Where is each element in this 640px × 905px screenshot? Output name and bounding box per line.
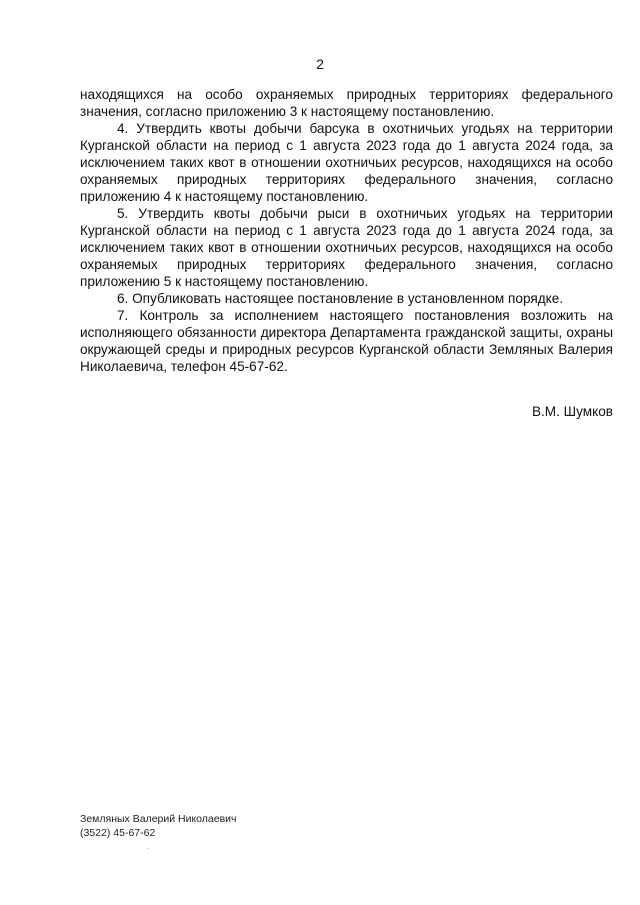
document-body bbox=[80, 86, 613, 375]
paragraph-item-6: 6. Опубликовать настоящее постановление в установленном порядке. bbox=[117, 291, 564, 306]
paragraph-item-5: 5. Утвердить квоты добычи рыси в охотничьих угодьях на территории Курганской области на период с 1 августа 2023 года до 1 августа 2024 года, за исключением таких квот в отношении охотничьих ресурсов, находящихся на особо охраняемых природных территориях федерального значения, согласно приложению 5 к настоящему постановлению. bbox=[80, 206, 613, 289]
paragraph-item-7: 7. Контроль за исполнением настоящего постановления возложить на исполняющего обязанности директора Департамента гражданской защиты, охраны окружающей среды и природных ресурсов Курганской области Земляных Валерия Николаевича, телефон 45-67-62. bbox=[80, 308, 613, 374]
signature-name: В.М. Шумков bbox=[531, 404, 613, 419]
scan-speck bbox=[148, 848, 149, 849]
executor-name: Земляных Валерий Николаевич bbox=[80, 813, 237, 825]
executor-phone: (3522) 45-67-62 bbox=[80, 827, 156, 839]
paragraph-continuation: находящихся на особо охраняемых природных территориях федерального значения, согласно приложению 3 к настоящему постановлению. bbox=[80, 87, 613, 119]
page-number: 2 bbox=[316, 56, 324, 72]
paragraph-item-4: 4. Утвердить квоты добычи барсука в охотничьих угодьях на территории Курганской области на период с 1 августа 2023 года до 1 августа 2024 года, за исключением таких квот в отношении охотничьих ресурсов, находящихся на особо охраняемых природных территориях федерального значения, согласно приложению 4 к настоящему постановлению. bbox=[80, 121, 613, 204]
executor-footer bbox=[80, 812, 237, 840]
